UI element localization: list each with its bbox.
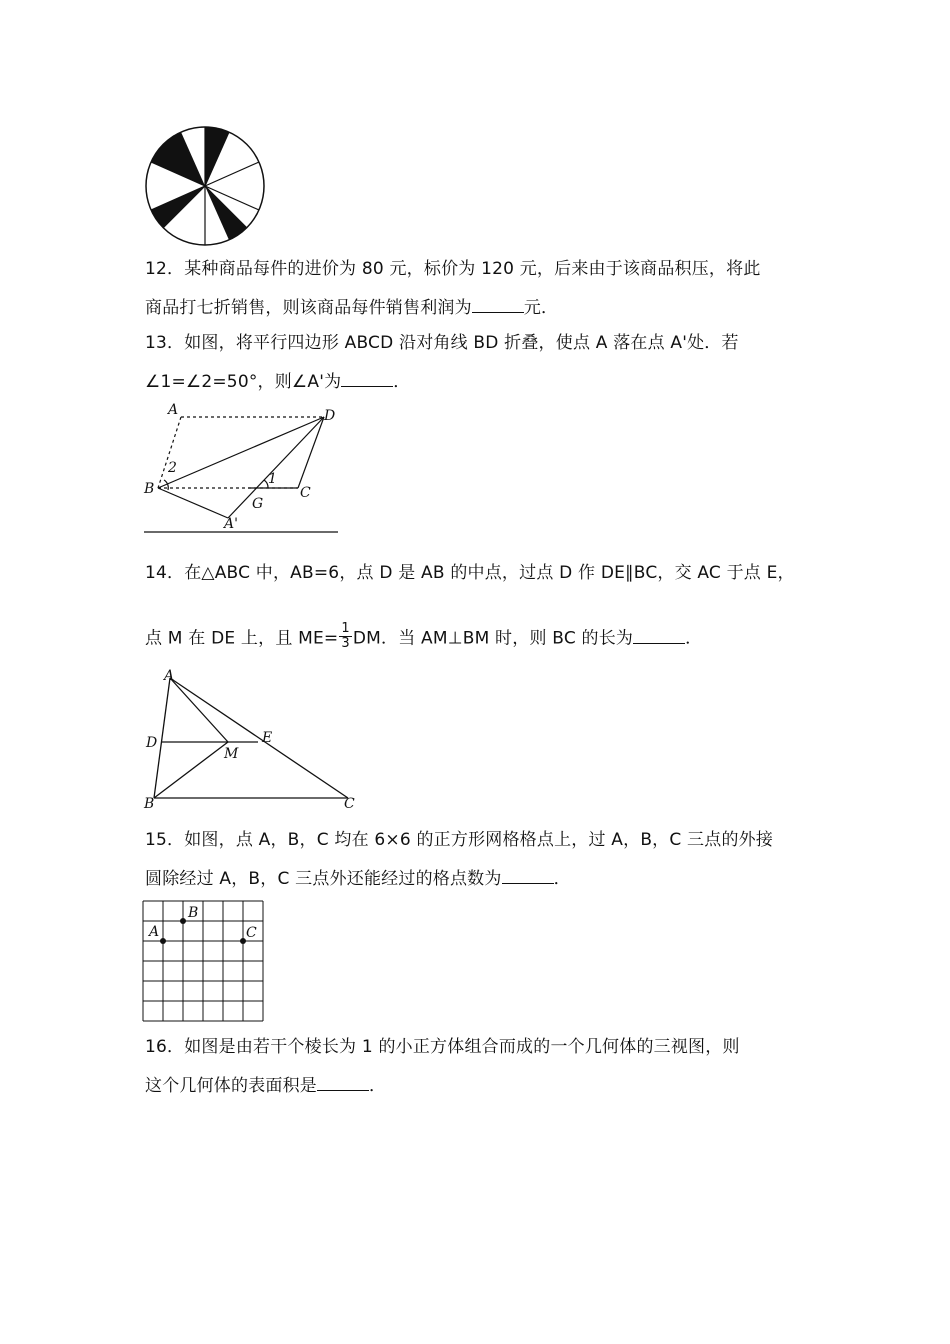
q12-line-2 <box>145 296 558 319</box>
q14-line-2-text: 点 M 在 DE 上，且 ME= <box>145 628 339 649</box>
fraction-one-third: $\frac{1}{3}$ <box>341 621 350 651</box>
answer-blank <box>633 627 685 644</box>
circle-sector-figure <box>143 124 268 248</box>
q14-line-1: 14．在△ABC 中，AB=6，点 D 是 AB 的中点，过点 D 作 DE∥BC，交 AC 于点 E， <box>145 563 795 583</box>
q12-line-2-end: 元． <box>523 298 559 318</box>
label-angle-2: 2 <box>168 460 177 476</box>
label-A: A <box>164 668 175 684</box>
label-G: G <box>252 496 264 512</box>
grid-point-A <box>160 938 166 944</box>
q16-line-2-end: ． <box>369 1076 387 1096</box>
q16-line-2-text: 这个几何体的表面积是 <box>145 1076 317 1096</box>
label-D: D <box>324 408 336 424</box>
label-C: C <box>246 925 257 941</box>
label-B: B <box>144 481 155 497</box>
shaded-sector <box>205 186 247 240</box>
q16-line-2 <box>145 1074 386 1097</box>
answer-blank <box>502 867 554 884</box>
label-A: A <box>149 924 160 940</box>
q13-line-1: 13．如图，将平行四边形 ABCD 沿对角线 BD 折叠，使点 A 落在点 A'处．若 <box>145 333 739 353</box>
q13-line-2 <box>145 370 410 393</box>
label-C: C <box>300 485 311 501</box>
q13-line-2-end: ． <box>393 372 411 392</box>
q15-grid-figure <box>142 900 266 1022</box>
q15-line-1: 15．如图，点 A，B，C 均在 6×6 的正方形网格格点上，过 A，B，C 三点的外接 <box>145 830 774 850</box>
label-A-prime: A' <box>224 516 238 532</box>
q14-line-2-end: ． <box>685 628 703 649</box>
label-angle-1: 1 <box>268 471 277 487</box>
q16-line-1: 16．如图是由若干个棱长为 1 的小正方体组合而成的一个几何体的三视图，则 <box>145 1037 740 1057</box>
q12-line-1: 12．某种商品每件的进价为 80 元，标价为 120 元，后来由于该商品积压，将此 <box>145 259 761 279</box>
label-D: D <box>146 735 158 751</box>
q14-line-2-mid: DM．当 AM⊥BM 时，则 BC 的长为 <box>352 628 634 649</box>
answer-blank <box>472 296 524 313</box>
label-M: M <box>224 746 239 762</box>
label-E: E <box>262 730 273 746</box>
q14-triangle-figure <box>140 668 365 813</box>
q15-line-2 <box>145 867 571 890</box>
label-A: A <box>168 402 179 418</box>
q15-line-2-end: ． <box>553 869 571 889</box>
answer-blank <box>341 370 393 387</box>
q13-parallelogram-figure <box>140 400 345 535</box>
q12-line-2-text: 商品打七折销售，则该商品每件销售利润为 <box>145 298 472 318</box>
label-B: B <box>144 796 155 812</box>
q15-line-2-text: 圆除经过 A，B，C 三点外还能经过的格点数为 <box>145 869 502 889</box>
q13-line-2-text: ∠1=∠2=50°，则∠A'为 <box>145 372 342 392</box>
answer-blank <box>317 1074 369 1091</box>
q14-line-2 <box>145 621 703 653</box>
grid-point-B <box>180 918 186 924</box>
label-C: C <box>344 796 355 812</box>
label-B: B <box>188 905 199 921</box>
